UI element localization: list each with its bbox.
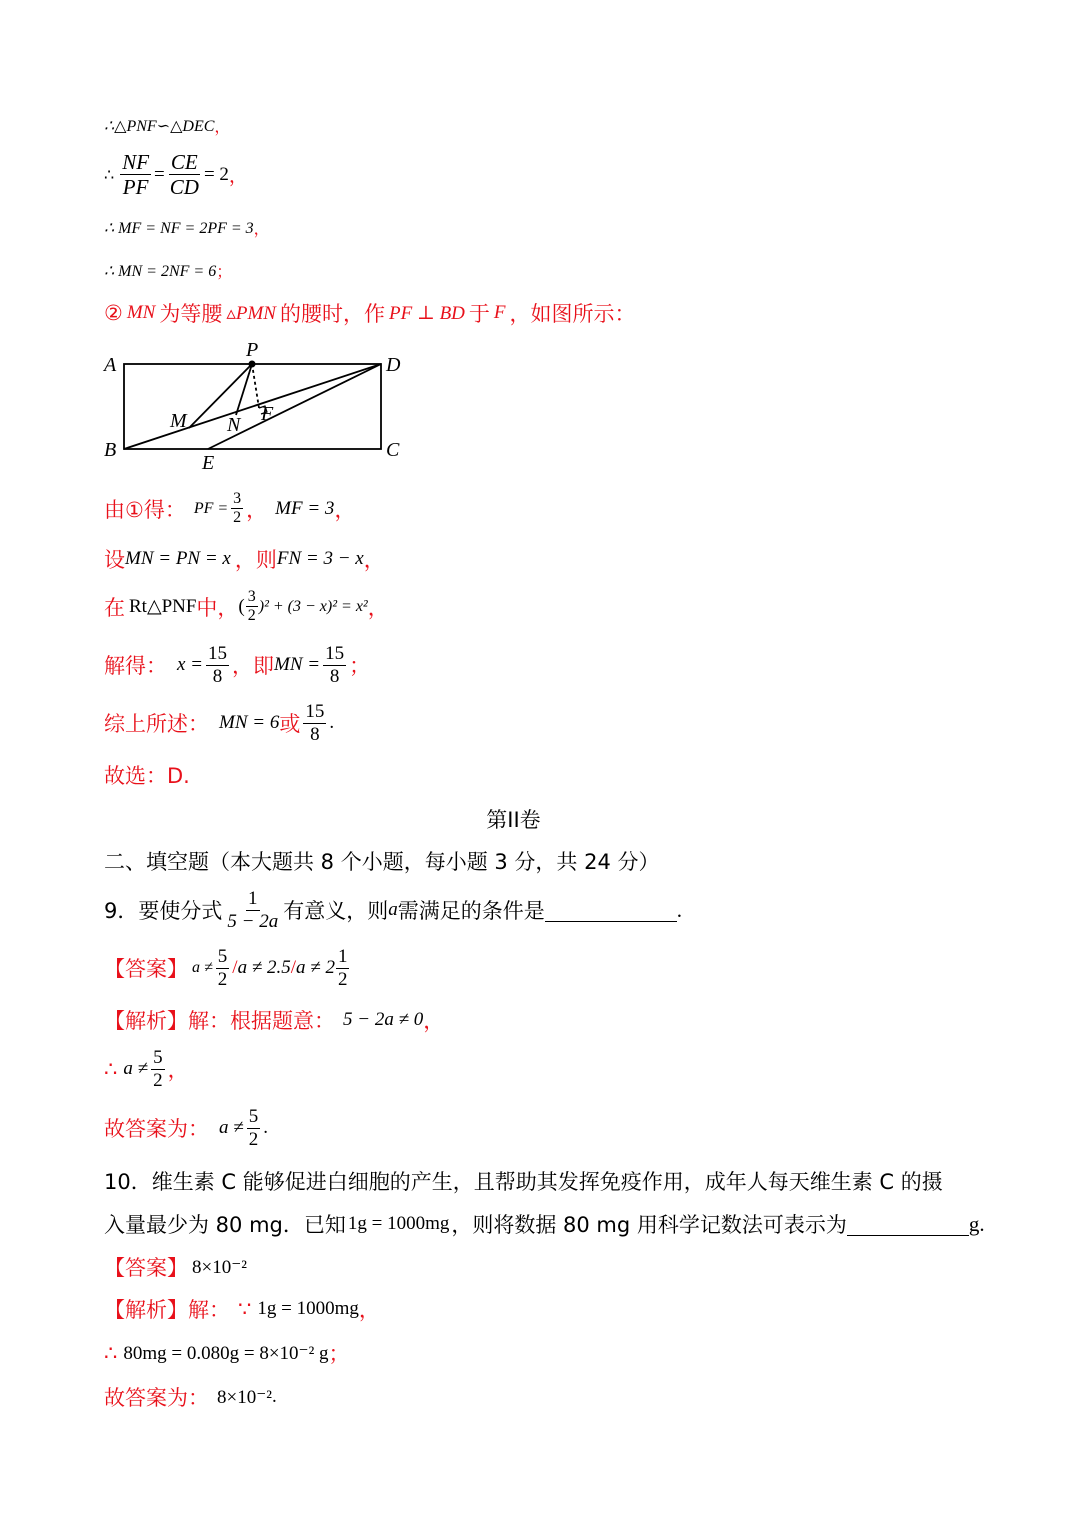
- math-inequation: 5 − 2a ≠ 0: [343, 1009, 424, 1030]
- fraction-numerator: 15: [208, 643, 228, 664]
- punct: ，: [363, 548, 385, 572]
- final-answer-text: 故答案为：: [104, 1117, 209, 1142]
- fraction-1-over-5-2a: [225, 888, 280, 933]
- therefore-symbol: ∴: [104, 1340, 118, 1365]
- fraction-denominator: 2: [217, 968, 228, 990]
- question-9: [104, 888, 682, 933]
- label-p: P: [246, 339, 259, 361]
- case-text: 的腰时，作: [279, 302, 385, 326]
- answer-blank[interactable]: [847, 1213, 969, 1236]
- solution-text: 在: [104, 595, 125, 620]
- label-d: D: [386, 354, 401, 376]
- punct: ，: [334, 497, 356, 522]
- fraction-15-8: [303, 701, 326, 746]
- diagonal-bd: [124, 364, 381, 449]
- punct: ，: [214, 117, 231, 136]
- fraction-numerator: 5: [153, 1047, 163, 1068]
- question-text: ，则将数据 80 mg 用科学记数法可表示为: [451, 1213, 847, 1237]
- section-subtitle: 二、填空题（本大题共 8 个小题，每小题 3 分，共 24 分）: [104, 850, 660, 874]
- punct: .: [263, 1117, 268, 1139]
- math-pf: PF =: [193, 499, 229, 517]
- math-fn: FN = 3 − x: [276, 548, 364, 569]
- math-mf: MF = 3: [275, 497, 335, 519]
- q9-answer: [104, 946, 352, 991]
- unit-g: g.: [968, 1211, 985, 1236]
- label-c: C: [386, 439, 400, 461]
- fraction-denominator: 8: [329, 665, 340, 687]
- solution-line-1: [104, 490, 355, 528]
- q10-answer: [104, 1252, 247, 1282]
- mf-statement: ∴ MF = NF = 2PF = 3: [104, 219, 254, 237]
- segment-ed: [208, 364, 381, 449]
- section-title: 第II卷: [486, 808, 541, 832]
- fraction-3-2: [231, 490, 243, 528]
- analysis-tag: 【解析】: [104, 1298, 188, 1322]
- question-10-line-1: 10．维生素 C 能够促进白细胞的产生，且帮助其发挥免疫作用，成年人每天维生素 C 的摄: [104, 1170, 943, 1194]
- math-scientific-notation: 8×10⁻²: [192, 1256, 247, 1278]
- punct: ，: [167, 1058, 189, 1083]
- fraction-numerator: CE: [170, 150, 198, 174]
- math-a-neq-2: a ≠ 2: [296, 957, 335, 979]
- therefore-symbol: ∴: [104, 1056, 118, 1081]
- case-two-heading: [104, 298, 636, 328]
- proof-line-mf: [104, 216, 270, 239]
- case-text: ，如图所示：: [509, 302, 636, 326]
- solution-text: 解得：: [104, 654, 167, 679]
- solution-text: 由①得：: [104, 497, 186, 522]
- fraction-5-2: [151, 1047, 165, 1092]
- fraction-numerator: NF: [122, 150, 150, 174]
- punct: ；: [216, 262, 233, 281]
- solution-text: 中，: [196, 595, 239, 620]
- fraction-ce-cd: [168, 150, 201, 199]
- solution-text: 或: [279, 712, 301, 737]
- pythagoras-equation: )² + (3 − x)² = x²: [258, 597, 368, 615]
- solution-line-4: [104, 643, 370, 688]
- punct: ，: [367, 595, 389, 620]
- fraction-denominator: PF: [122, 175, 149, 200]
- math-a-neq: a ≠: [123, 1058, 149, 1080]
- fraction-denominator: 8: [212, 665, 223, 687]
- math-perpendicular: PF ⊥ BD: [388, 302, 465, 324]
- fraction-numerator: 15: [305, 701, 325, 722]
- math-unit-conversion: 1g = 1000mg: [257, 1298, 359, 1319]
- case-number: ②: [104, 301, 123, 325]
- q10-therefore: [104, 1338, 350, 1368]
- punct: ，: [253, 219, 270, 238]
- fraction-denominator: 2: [233, 509, 242, 527]
- proof-line-similar: [104, 114, 230, 137]
- fraction-denominator: 8: [310, 723, 320, 745]
- label-n: N: [227, 414, 241, 436]
- punct: ，: [228, 165, 248, 188]
- solution-choice: 故选：D.: [104, 764, 190, 788]
- fraction-numerator: 3: [231, 490, 243, 509]
- fraction-1-2: [336, 946, 350, 991]
- punct: ；: [349, 654, 371, 679]
- solution-text: 设: [104, 548, 125, 572]
- q9-final: [104, 1106, 268, 1151]
- fraction-15-8: [206, 643, 229, 688]
- fraction-numerator: 15: [325, 643, 345, 664]
- paren: (: [238, 595, 245, 617]
- point-p: [249, 361, 256, 368]
- math-a: a: [388, 899, 398, 921]
- fraction-denominator: 2: [247, 607, 256, 625]
- label-f: F: [261, 403, 274, 425]
- fraction-numerator: 1: [248, 888, 258, 909]
- fraction-numerator: 3: [246, 588, 258, 607]
- solution-line-3: [104, 588, 389, 626]
- case-text: 为等腰: [159, 302, 223, 326]
- fraction-denominator: 2: [248, 1128, 259, 1150]
- math-conversion-chain: 80mg = 0.080g = 8×10⁻² g: [123, 1342, 329, 1364]
- fraction-15-8: [323, 643, 346, 688]
- punct: ，: [358, 1298, 380, 1322]
- fraction-numerator: 5: [248, 1106, 259, 1127]
- fraction-numerator: 1: [337, 946, 348, 967]
- fraction-denominator: 2: [153, 1069, 163, 1091]
- geometry-figure: [96, 332, 426, 477]
- q10-analysis: [104, 1294, 380, 1324]
- question-10-line-2: [104, 1209, 985, 1239]
- math-mn: MN: [126, 302, 156, 323]
- proof-line-mn: [104, 259, 232, 282]
- solution-line-2: [104, 544, 385, 574]
- math-a-neq-2-5: a ≠ 2.5: [237, 957, 291, 979]
- fraction-5-2: [216, 946, 230, 991]
- fraction-numerator: 5: [217, 946, 228, 967]
- answer-tag: 【答案】: [104, 1256, 188, 1280]
- fraction-denominator: CD: [169, 175, 199, 200]
- math-f: F: [493, 302, 506, 323]
- proof-line-ratio: [104, 150, 248, 199]
- answer-tag: 【答案】: [104, 957, 188, 982]
- math-mn-pn: MN = PN = x: [125, 548, 231, 569]
- punct: ；: [328, 1342, 350, 1366]
- separator: /: [232, 957, 238, 979]
- math-a-neq: a ≠: [192, 959, 213, 977]
- solution-text: ，则: [234, 548, 277, 572]
- punct: .: [271, 1386, 277, 1407]
- analysis-text: 解：: [188, 1298, 230, 1322]
- because-symbol: ∵: [238, 1296, 252, 1321]
- math-rt-triangle: Rt△PNF: [129, 596, 197, 618]
- label-b: B: [104, 439, 117, 461]
- therefore-symbol: ∴: [104, 166, 115, 184]
- math-scientific-notation: 8×10⁻²: [217, 1386, 272, 1408]
- fraction-denominator: 5 − 2a: [227, 910, 279, 932]
- math-unit-conversion: 1g = 1000mg: [347, 1213, 450, 1234]
- punct: .: [676, 897, 682, 922]
- fraction-5-2: [247, 1106, 261, 1151]
- punct: ，: [246, 497, 268, 522]
- label-e: E: [202, 452, 215, 474]
- label-m: M: [170, 410, 187, 432]
- question-text: 入量最少为 80 mg．已知: [104, 1213, 346, 1237]
- math-mn: MN =: [274, 654, 321, 676]
- punct: ，: [423, 1009, 445, 1033]
- math-mn-6: MN = 6: [219, 712, 280, 734]
- q9-analysis: [104, 1005, 444, 1035]
- q9-therefore: [104, 1047, 189, 1092]
- analysis-text: 解：根据题意：: [188, 1009, 335, 1033]
- equals-sign: =: [154, 163, 165, 185]
- solution-line-5: [104, 701, 334, 746]
- question-text: 需满足的条件是: [397, 899, 545, 924]
- answer-blank[interactable]: [545, 899, 677, 922]
- triangle-pmn: ▵PMN: [226, 302, 276, 324]
- solution-text: ，即: [232, 654, 275, 679]
- similar-statement: ∴△PNF∽△DEC: [104, 117, 215, 135]
- mn-statement: ∴ MN = 2NF = 6: [104, 262, 217, 280]
- case-text: 于: [468, 302, 490, 326]
- label-a: A: [104, 354, 117, 376]
- fraction-3-2: [246, 588, 258, 626]
- question-text: 9．要使分式: [104, 899, 223, 924]
- separator: /: [290, 957, 297, 979]
- question-text: 有意义，则: [283, 899, 389, 924]
- analysis-tag: 【解析】: [104, 1009, 188, 1033]
- fraction-denominator: 2: [337, 968, 348, 990]
- fraction-nf-pf: [120, 150, 151, 199]
- math-a-neq: a ≠: [219, 1117, 244, 1139]
- segment-pf-dashed: [252, 364, 259, 408]
- final-answer-text: 故答案为：: [104, 1386, 209, 1410]
- q10-final: [104, 1382, 277, 1412]
- punct: .: [329, 712, 335, 734]
- solution-text: 综上所述：: [104, 712, 209, 737]
- equals-two: = 2: [203, 163, 229, 185]
- math-x: x =: [177, 654, 204, 676]
